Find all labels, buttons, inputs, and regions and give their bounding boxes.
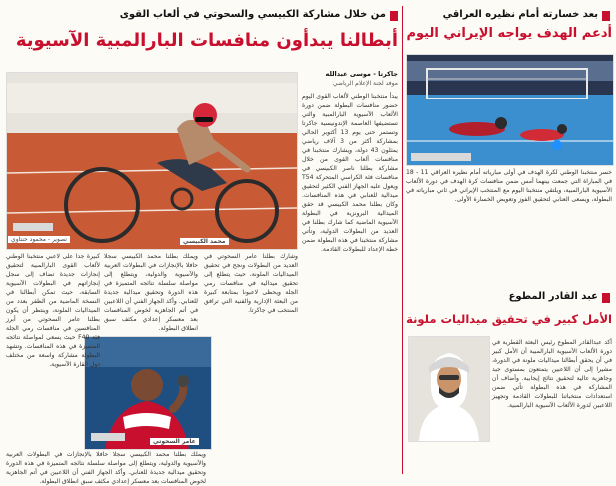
reporter-tag: موفد لجنة الإعلام الرياضي [332,80,398,87]
kicker-marker [602,11,610,21]
name-marker [602,293,610,303]
official-body: أكد عبدالقادر المطوع رئيس البعثة القطرية في دورة الألعاب الآسيوية البارالمبية أن الأمل كبير في أن يحقق أبطالنا ميداليات ملونة في الدورة، مشيرا إلى أن اللاعبين يتمتعون بمستوى جيد وجاهزية عالية لتحقيق نتائج إيجابية. وأضاف أن المشاركة في هذه البطولة تأتي ضمن استعدادات منتخباتنا للبطولات القادمة وتجهيز اللاعبين لدورة الألعاب الآسيوية البارالمبية. [492,339,612,409]
shotput-photo-caption: عامر السحوتي [150,438,199,445]
official-name: عبد القادر المطوع [508,291,598,302]
wheelchair-photo-image [7,73,297,249]
main-col-3: ويملك بطلنا محمد الكبيسي سجلا حافلا بالإنجازات في البطولات العربية والآسيوية والدولية، ويتطلع إلى مواصلة سلسلة نتائجه المتميزة في هذه الدورة وتحقيق ميدالية جديدة للعنابي. وأكد الجهاز الفني أن اللاعبين في أتم الجاهزية لخوض المنافسات بعد معسكر إعدادي مكثف سبق انطلاق البطولة. [104,253,198,332]
official-headline: الأمل كبير في تحقيق ميداليات ملونة [406,312,612,326]
reporter-byline [300,70,398,92]
wheelchair-photo [6,72,298,250]
goalball-photo-image [407,55,613,165]
main-headline: أبطالنا يبدأون منافسات البارالمبية الآسيوية [15,30,398,51]
wheelchair-photo-credit: تصوير - محمود حنتاوي [8,236,70,243]
goalball-photo [406,54,614,166]
reporter-name: جاكرتا - موسى عبدالله [325,70,398,78]
main-col-1: يبدأ منتخبنا الوطني لألعاب القوى اليوم حضور منافسات البطولة ضمن دورة الألعاب الآسيوية البارالمبية والتي تستضيفها العاصمة الإندونيسية جاكرتا وتستمر حتى يوم 13 أكتوبر الحالي بمشاركة أكثر من 3 آلاف رياضي يمثلون 43 دولة، ويشارك منتخبنا في منافسات ألعاب القوى من خلال مشاركة بطلنا ناصر الكبيسي في منافسات فئة الكراسي المتحركة T54 ويعول عليه الجهاز الفني الكثير لتحقيق ميدالية للعنابي في هذه المنافسات. وكان بطلنا محمد الكبيسي قد حقق الميدالية البرونزية في البطولة الآسيوية الماضية كما شارك بطلنا في العديد من البطولات الدولية، وتأتي مشاركة منتخبنا في هذه البطولة ضمن خطة الإعداد للبطولات القادمة. [302,93,399,253]
shotput-photo [84,336,212,450]
main-kicker-row [6,8,398,24]
official-name-row [408,290,610,306]
main-kicker: من خلال مشاركة الكبيسي والسحوتي في ألعاب القوى [119,9,386,20]
main-col-4: وشارك بطلنا عامر السحوتي في العديد من البطولات ونجح في تحقيق الميداليات الملونة، حيث يتطلع إلى تحقيق ميدالية في منافسات رمي الجلة ويحظى لاعبونا بمتابعة كبيرة من البعثة الإدارية والفنية التي ترافق المنتخب في جاكرتا. [204,253,298,314]
shotput-photo-image [85,337,211,449]
main-kicker-marker [390,11,398,21]
wheelchair-photo-caption: محمد الكبيسي [180,238,229,245]
main-col-2: كبيرة جدا على لاعبي منتخبنا الوطني لألعاب القوى البارالمبية لتحقيق إنجازات جديدة تضاف إلى سجل إنجازاتهم في البطولات الآسيوية السابقة، حيث تمكن أبطالنا في النسخة الماضية من الظفر بعدد من الميداليات الملونة، وينتظر أن يكون بطلنا عامر السحوتي من أبرز المنافسين في منافسات رمي الجلة فئة F40 حيث يسعى لمواصلة نتائجه المتميزة في هذه المنافسات. وتشهد البطولة مشاركة واسعة من مختلف دول القارة الآسيوية. [6,253,100,368]
goalball-body: خسر منتخبنا الوطني لكرة الهدف في أولى مبارياته أمام نظيره العراقي 11 - 18 في المباراة التي جمعت بينهما أمس ضمن منافسات كرة الهدف في دورة الألعاب الآسيوية البارالمبية، ويلتقي منتخبنا اليوم مع المنتخب الإيراني في ثاني مبارياته في البطولة، ويسعى العنابي لتحقيق الفوز وتعويض الخسارة الأولى. [406,169,612,203]
goalball-kicker-row [408,8,610,24]
goalball-kicker: بعد خسارته أمام نظيره العراقي [442,9,598,20]
column-divider [402,6,403,474]
main-col-5: ويملك بطلنا محمد الكبيسي سجلا حافلا بالإنجازات في البطولات العربية والآسيوية والدولية، ويتطلع إلى مواصلة سلسلة نتائجه المتميزة في هذه الدورة وتحقيق ميدالية جديدة للعنابي. وأكد الجهاز الفني أن اللاعبين في أتم الجاهزية لخوض المنافسات بعد معسكر إعدادي مكثف سبق انطلاق البطولة. [6,451,206,485]
goalball-headline: أدعم الهدف يواجه الإيراني اليوم [406,26,612,41]
